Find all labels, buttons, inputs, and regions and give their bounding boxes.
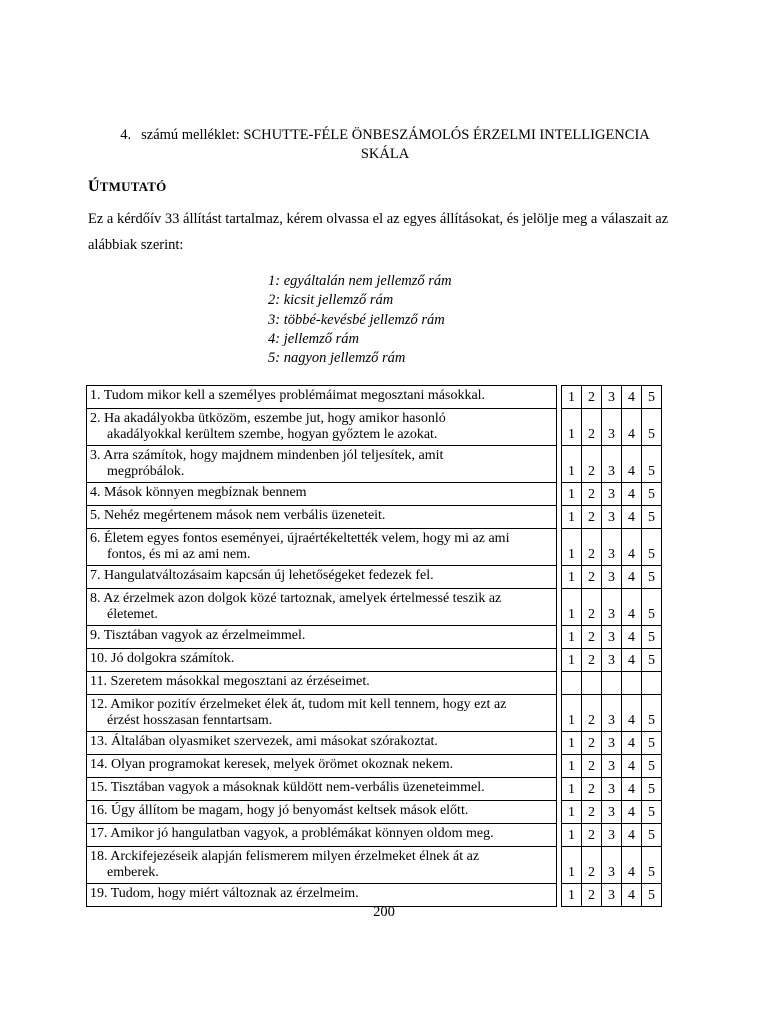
rating-option-4[interactable]: 4 <box>622 589 642 626</box>
rating-option-3[interactable]: 3 <box>602 801 622 824</box>
statement-cell <box>87 824 557 847</box>
rating-option-2[interactable]: 2 <box>582 732 602 755</box>
rating-option-5[interactable]: 5 <box>642 801 662 824</box>
statement-text: 17. Amikor jó hangulatban vagyok, a problémákat könnyen oldom meg. <box>90 826 494 841</box>
statement-text: 18. Arckifejezéseik alapján felismerem milyen érzelmeket élnek át az <box>90 849 480 864</box>
statement-cell <box>87 589 557 626</box>
scale-item: 1: egyáltalán nem jellemző rám <box>268 273 452 289</box>
statement-text: 9. Tisztában vagyok az érzelmeimmel. <box>90 628 306 643</box>
rating-option-4[interactable]: 4 <box>622 529 642 566</box>
section-title-initial: Ú <box>88 178 100 195</box>
table-row <box>87 566 662 589</box>
rating-option-1[interactable]: 1 <box>562 529 582 566</box>
rating-option-3[interactable]: 3 <box>602 589 622 626</box>
rating-option-1[interactable]: 1 <box>562 778 582 801</box>
table-row <box>87 409 662 446</box>
rating-option-1[interactable]: 1 <box>562 801 582 824</box>
statement-text: 2. Ha akadályokba ütközöm, eszembe jut, hogy amikor hasonló <box>90 411 446 426</box>
rating-option-3[interactable]: 3 <box>602 529 622 566</box>
rating-option-5[interactable]: 5 <box>642 446 662 483</box>
statement-cell <box>87 732 557 755</box>
rating-option-5[interactable]: 5 <box>642 483 662 506</box>
rating-option-5[interactable]: 5 <box>642 626 662 649</box>
rating-option-3[interactable]: 3 <box>602 649 622 672</box>
rating-option-1[interactable]: 1 <box>562 386 582 409</box>
rating-option-1[interactable]: 1 <box>562 847 582 884</box>
table-row <box>87 778 662 801</box>
rating-option-1[interactable]: 1 <box>562 695 582 732</box>
rating-option-4[interactable]: 4 <box>622 695 642 732</box>
statement-text-continued: emberek. <box>107 865 159 880</box>
rating-option-2[interactable]: 2 <box>582 529 602 566</box>
document-heading <box>90 126 680 164</box>
statement-cell <box>87 529 557 566</box>
rating-option-4[interactable]: 4 <box>622 409 642 446</box>
rating-option-5[interactable]: 5 <box>642 847 662 884</box>
statement-text-continued: érzést hosszasan fenntartsam. <box>107 713 273 728</box>
statement-text: 16. Úgy állítom be magam, hogy jó benyomást keltsek mások előtt. <box>90 803 469 818</box>
rating-option-3[interactable]: 3 <box>602 483 622 506</box>
statement-text: 19. Tudom, hogy miért változnak az érzelmeim. <box>90 886 359 901</box>
table-row <box>87 847 662 884</box>
rating-option-3[interactable] <box>602 672 622 695</box>
rating-option-5[interactable]: 5 <box>642 589 662 626</box>
section-title <box>88 178 166 196</box>
statement-text: 14. Olyan programokat keresek, melyek örömet okoznak nekem. <box>90 757 454 772</box>
table-row <box>87 483 662 506</box>
rating-option-2[interactable]: 2 <box>582 386 602 409</box>
rating-option-2[interactable]: 2 <box>582 755 602 778</box>
rating-option-1[interactable]: 1 <box>562 755 582 778</box>
rating-option-5[interactable]: 5 <box>642 649 662 672</box>
rating-option-1[interactable]: 1 <box>562 649 582 672</box>
appendix-title: számú melléklet: SCHUTTE-FÉLE ÖNBESZÁMOLÓS ÉRZELMI INTELLIGENCIA <box>141 127 650 143</box>
statement-text-continued: életemet. <box>107 607 158 622</box>
rating-option-4[interactable]: 4 <box>622 801 642 824</box>
questionnaire-table <box>86 385 662 907</box>
table-row <box>87 386 662 409</box>
rating-option-1[interactable]: 1 <box>562 626 582 649</box>
rating-option-3[interactable]: 3 <box>602 506 622 529</box>
rating-option-1[interactable]: 1 <box>562 566 582 589</box>
rating-option-1[interactable]: 1 <box>562 589 582 626</box>
rating-option-4[interactable]: 4 <box>622 483 642 506</box>
rating-option-1[interactable] <box>562 672 582 695</box>
table-row <box>87 695 662 732</box>
rating-option-1[interactable]: 1 <box>562 446 582 483</box>
scale-item: 5: nagyon jellemző rám <box>268 350 406 367</box>
statement-cell <box>87 847 557 884</box>
rating-option-5[interactable]: 5 <box>642 824 662 847</box>
rating-option-2[interactable]: 2 <box>582 626 602 649</box>
rating-option-4[interactable]: 4 <box>622 446 642 483</box>
rating-option-3[interactable]: 3 <box>602 824 622 847</box>
table-row <box>87 755 662 778</box>
rating-option-1[interactable]: 1 <box>562 483 582 506</box>
rating-option-2[interactable] <box>582 672 602 695</box>
rating-option-5[interactable]: 5 <box>642 386 662 409</box>
table-row <box>87 649 662 672</box>
rating-option-3[interactable]: 3 <box>602 884 622 907</box>
heading-line-1 <box>90 126 680 145</box>
statement-text: 11. Szeretem másokkal megosztani az érzéseimet. <box>90 674 370 689</box>
table-row <box>87 446 662 483</box>
rating-option-2[interactable]: 2 <box>582 589 602 626</box>
table-row <box>87 626 662 649</box>
rating-option-2[interactable]: 2 <box>582 801 602 824</box>
rating-option-3[interactable]: 3 <box>602 409 622 446</box>
statement-cell <box>87 409 557 446</box>
rating-option-4[interactable]: 4 <box>622 778 642 801</box>
table-row <box>87 529 662 566</box>
rating-option-4[interactable]: 4 <box>622 649 642 672</box>
table-row <box>87 732 662 755</box>
table-row <box>87 589 662 626</box>
rating-option-5[interactable]: 5 <box>642 884 662 907</box>
statement-text-continued: akadályokkal kerültem szembe, hogyan győztem le azokat. <box>107 427 438 442</box>
statement-cell <box>87 483 557 506</box>
rating-option-1[interactable]: 1 <box>562 506 582 529</box>
statement-text: 10. Jó dolgokra számítok. <box>90 651 235 666</box>
statement-text: 15. Tisztában vagyok a másoknak küldött nem-verbális üzeneteimmel. <box>90 780 485 795</box>
statement-cell <box>87 506 557 529</box>
rating-option-5[interactable]: 5 <box>642 732 662 755</box>
scale-item: 4: jellemző rám <box>268 330 360 347</box>
rating-option-2[interactable]: 2 <box>582 446 602 483</box>
rating-option-2[interactable]: 2 <box>582 695 602 732</box>
statement-cell <box>87 801 557 824</box>
rating-option-4[interactable]: 4 <box>622 755 642 778</box>
rating-option-4[interactable]: 4 <box>622 506 642 529</box>
appendix-number: 4. <box>120 127 132 143</box>
rating-option-4[interactable]: 4 <box>622 847 642 884</box>
statement-text: 8. Az érzelmek azon dolgok közé tartoznak, amelyek értelmessé teszik az <box>90 591 502 606</box>
rating-option-3[interactable]: 3 <box>602 847 622 884</box>
rating-option-3[interactable]: 3 <box>602 626 622 649</box>
intro-paragraph: Ez a kérdőív 33 állítást tartalmaz, kérem olvassa el az egyes állításokat, és jelölje meg a válaszait az alábbiak szerint: <box>88 211 669 253</box>
rating-option-4[interactable]: 4 <box>622 732 642 755</box>
statement-cell <box>87 386 557 409</box>
statement-cell <box>87 446 557 483</box>
rating-option-2[interactable]: 2 <box>582 824 602 847</box>
rating-option-4[interactable] <box>622 672 642 695</box>
rating-option-3[interactable]: 3 <box>602 732 622 755</box>
rating-option-5[interactable]: 5 <box>642 695 662 732</box>
rating-option-4[interactable]: 4 <box>622 566 642 589</box>
rating-option-4[interactable]: 4 <box>622 824 642 847</box>
statement-cell <box>87 755 557 778</box>
statement-text: 3. Arra számítok, hogy majdnem mindenben jól teljesítek, amit <box>90 448 444 463</box>
rating-option-5[interactable]: 5 <box>642 409 662 446</box>
rating-option-3[interactable]: 3 <box>602 566 622 589</box>
rating-option-3[interactable]: 3 <box>602 446 622 483</box>
page-number: 200 <box>373 904 395 920</box>
statement-cell <box>87 695 557 732</box>
rating-option-5[interactable] <box>642 672 662 695</box>
rating-option-2[interactable]: 2 <box>582 483 602 506</box>
rating-option-4[interactable]: 4 <box>622 884 642 907</box>
statement-text: 4. Mások könnyen megbíznak bennem <box>90 485 307 500</box>
rating-option-3[interactable]: 3 <box>602 695 622 732</box>
statement-cell <box>87 672 557 695</box>
rating-option-5[interactable]: 5 <box>642 778 662 801</box>
rating-option-1[interactable]: 1 <box>562 884 582 907</box>
rating-option-2[interactable]: 2 <box>582 409 602 446</box>
rating-option-1[interactable]: 1 <box>562 409 582 446</box>
rating-option-1[interactable]: 1 <box>562 732 582 755</box>
statement-text: 5. Nehéz megértenem mások nem verbális üzeneteit. <box>90 508 386 523</box>
rating-option-2[interactable]: 2 <box>582 884 602 907</box>
rating-option-1[interactable]: 1 <box>562 824 582 847</box>
scale-item: 3: többé-kevésbé jellemző rám <box>268 311 445 328</box>
rating-option-3[interactable]: 3 <box>602 755 622 778</box>
section-title-rest: TMUTATÓ <box>99 179 167 194</box>
statement-cell <box>87 626 557 649</box>
rating-option-5[interactable]: 5 <box>642 529 662 566</box>
statement-text-continued: fontos, és mi az ami nem. <box>107 547 251 562</box>
table-row <box>87 506 662 529</box>
statement-cell <box>87 566 557 589</box>
rating-option-4[interactable]: 4 <box>622 386 642 409</box>
heading-line-2: SKÁLA <box>360 146 410 162</box>
table-row <box>87 672 662 695</box>
statement-text: 12. Amikor pozitív érzelmeket élek át, tudom mit kell tennem, hogy ezt az <box>90 697 507 712</box>
table-row <box>87 824 662 847</box>
rating-option-2[interactable]: 2 <box>582 778 602 801</box>
rating-option-5[interactable]: 5 <box>642 755 662 778</box>
statement-text-continued: megpróbálok. <box>107 464 185 479</box>
statement-text: 1. Tudom mikor kell a személyes problémáimat megosztani másokkal. <box>90 388 486 403</box>
rating-option-2[interactable]: 2 <box>582 506 602 529</box>
statement-text: 6. Életem egyes fontos eseményei, újraértékeltették velem, hogy mi az ami <box>90 531 510 546</box>
scale-item: 2: kicsit jellemző rám <box>268 292 394 309</box>
statement-text: 13. Általában olyasmiket szervezek, ami másokat szórakoztat. <box>90 734 438 749</box>
rating-scale-legend <box>268 272 452 368</box>
rating-option-5[interactable]: 5 <box>642 566 662 589</box>
statement-cell <box>87 778 557 801</box>
rating-option-3[interactable]: 3 <box>602 386 622 409</box>
rating-option-5[interactable]: 5 <box>642 506 662 529</box>
rating-option-2[interactable]: 2 <box>582 847 602 884</box>
rating-option-2[interactable]: 2 <box>582 649 602 672</box>
rating-option-3[interactable]: 3 <box>602 778 622 801</box>
statement-cell <box>87 649 557 672</box>
rating-option-4[interactable]: 4 <box>622 626 642 649</box>
statement-text: 7. Hangulatváltozásaim kapcsán új lehetőségeket fedezek fel. <box>90 568 434 583</box>
rating-option-2[interactable]: 2 <box>582 566 602 589</box>
table-row <box>87 801 662 824</box>
